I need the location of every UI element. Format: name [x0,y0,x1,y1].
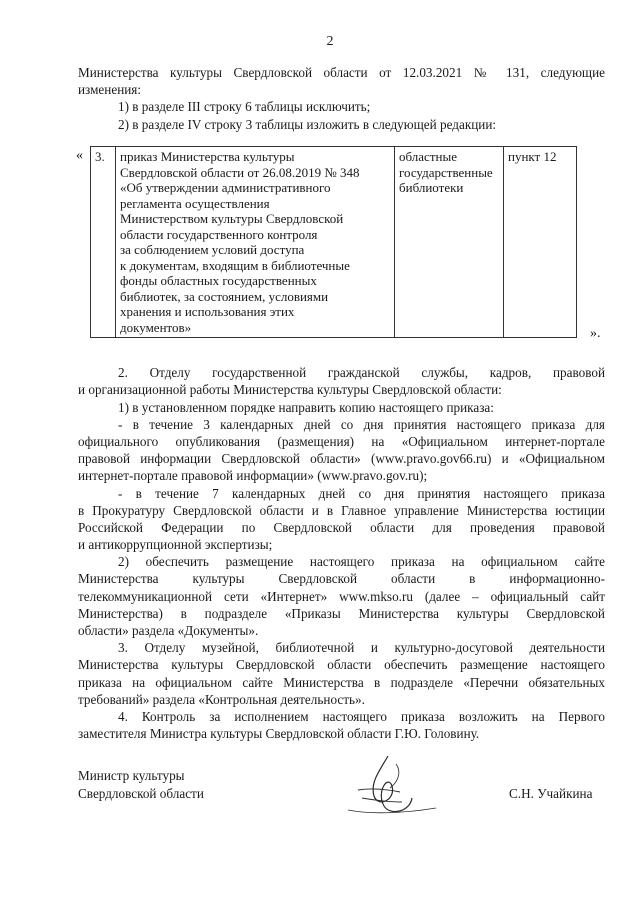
document-line: хранения и использования этих [120,304,295,319]
body-line-3: 1) в установленном порядке направить копию настоящего приказа: [118,400,494,415]
subjects-cell [395,147,504,338]
body-line-10: Российской Федерации по Свердловской области для проведения правовой [78,520,605,535]
quote-open: « [76,148,83,163]
body-line-22: заместителя Министра культуры Свердловской области Г.Ю. Головину. [78,726,480,741]
document-line: регламента осуществления [120,195,270,211]
intro-item-2: 2) в разделе IV строку 3 таблицы изложить в следующей редакции: [118,117,497,132]
intro-item-1: 1) в разделе III строку 6 таблицы исключить; [118,99,371,114]
subjects-line: государственные [399,164,493,180]
body-line-18: Министерства культуры Свердловской области обеспечить размещение настоящего [78,657,605,672]
clause-cell: пункт 12 [504,147,577,338]
body-line-14: телекоммуникационной сети «Интернет» www.mkso.ru (далее – официальный сайт [78,589,605,604]
body-line-1: 2. Отделу государственной гражданской службы, кадров, правовой [118,365,605,380]
document-cell [116,147,395,338]
subjects-line: библиотеки [399,180,464,195]
document-line: Свердловской области от 26.08.2019 № 348 [120,164,360,180]
body-line-5: официального опубликования (размещения) на «Официальном интернет-портале [78,434,605,449]
body-line-8: - в течение 7 календарных дней со дня принятия настоящего приказа [118,486,605,501]
quote-close: ». [590,326,601,341]
body-line-12: 2) обеспечить размещение настоящего приказа на официальном сайте [118,554,605,569]
body-line-16: области» раздела «Документы». [78,623,259,638]
body-line-15: Министерства) в подразделе «Приказы Министерства культуры Свердловской [78,606,605,621]
signer-title-line2: Свердловской области [78,786,204,801]
document-line: к документам, входящим в библиотечные [120,257,350,273]
body-line-6: правовой информации Свердловской области» (www.pravo.gov66.ru) и «Официальном [78,451,605,466]
row-number: 3. [91,147,116,338]
document-line: области государственного контроля [120,226,318,242]
regulation-table [90,146,577,338]
body-line-9: в Прокуратуру Свердловской области и в Главное управление Министерства юстиции [78,503,605,518]
handwritten-signature [340,752,440,822]
body-line-7: интернет-портале правовой информации» (www.pravo.gov.ru); [78,468,428,483]
body-line-11: и антикоррупционной экспертизы; [78,537,273,552]
subjects-line: областные [399,149,457,164]
body-line-21: 4. Контроль за исполнением настоящего приказа возложить на Первого [118,709,605,724]
signer-name: С.Н. Учайкина [509,786,593,801]
document-line: за соблюдением условий доступа [120,242,305,257]
body-line-2: и организационной работы Министерства культуры Свердловской области: [78,382,502,397]
document-line: фонды областных государственных [120,273,317,288]
document-line: документов» [120,319,192,335]
document-line: приказ Министерства культуры [120,149,295,164]
document-line: библиотек, за состоянием, условиями [120,288,329,304]
body-line-20: требований» раздела «Контрольная деятельность». [78,692,365,707]
body-line-4: - в течение 3 календарных дней со дня принятия настоящего приказа для [118,417,605,432]
document-line: «Об утверждении административного [120,180,331,195]
document-line: Министерством культуры Свердловской [120,211,344,226]
table-row [91,147,577,338]
intro-line-2: изменения: [78,82,142,97]
page-number: 2 [326,34,334,49]
signer-title-line1: Министр культуры [78,768,185,783]
body-line-19: приказа на официальном сайте Министерства в подразделе «Перечни обязательных [78,675,605,690]
body-line-17: 3. Отделу музейной, библиотечной и культурно-досуговой деятельности [118,640,605,655]
intro-line-1: Министерства культуры Свердловской области от 12.03.2021 № 131, следующие [78,65,605,80]
body-line-13: Министерства культуры Свердловской области в информационно- [78,571,605,586]
